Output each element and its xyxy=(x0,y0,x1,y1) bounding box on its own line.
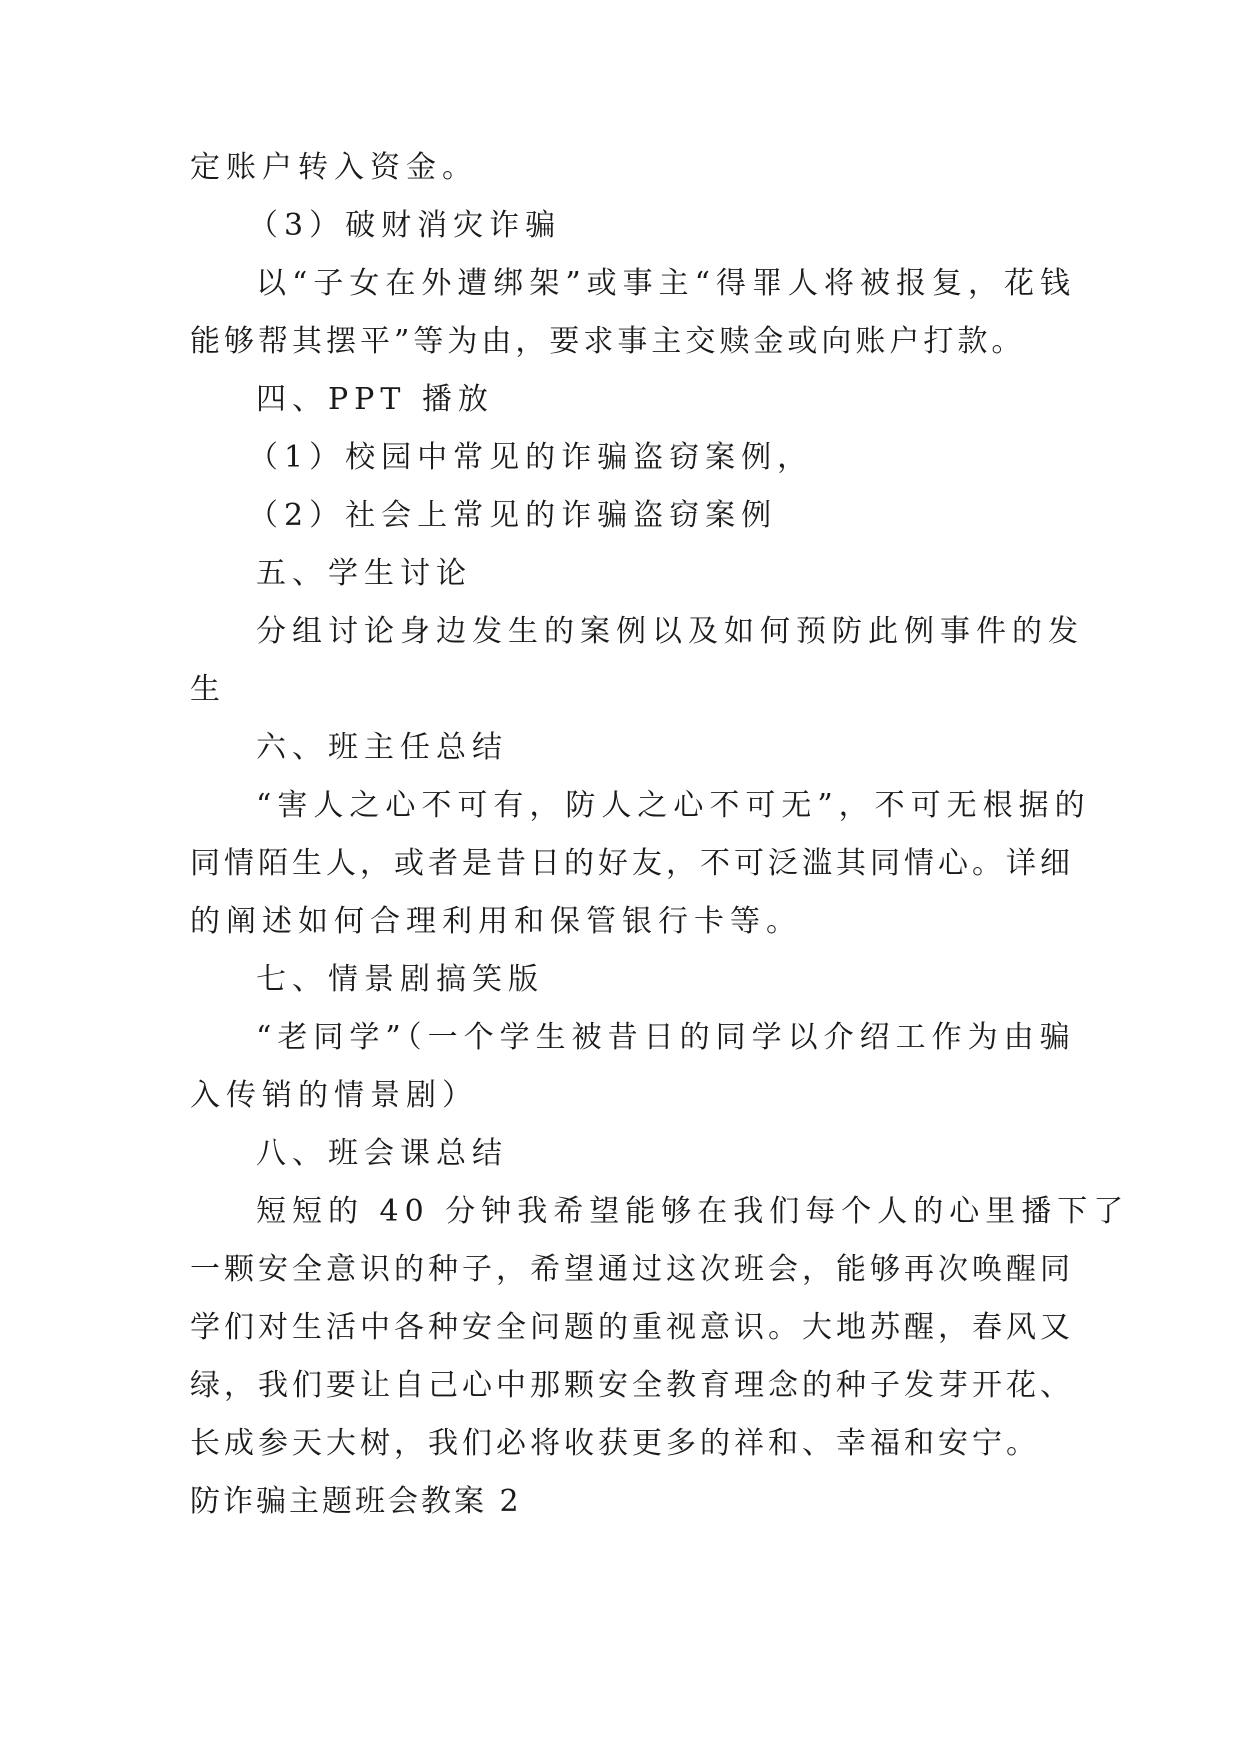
text-line: 短短的 40 分钟我希望能够在我们每个人的心里播下了 xyxy=(256,1194,1130,1229)
text-line: 一颗安全意识的种子，希望通过这次班会，能够再次唤醒同 xyxy=(190,1252,1074,1287)
section-heading: 六、班主任总结 xyxy=(256,730,508,765)
list-item: （1）校园中常见的诈骗盗窃案例， xyxy=(248,440,814,475)
text-line: 绿，我们要让自己心中那颗安全教育理念的种子发芽开花、 xyxy=(190,1368,1074,1403)
text-line: 能够帮其摆平”等为由，要求事主交赎金或向账户打款。 xyxy=(190,324,1026,359)
text-line: 入传销的情景剧） xyxy=(190,1078,478,1113)
text-line: 分组讨论身边发生的案例以及如何预防此例事件的发 xyxy=(256,614,1084,649)
section-heading: 七、情景剧搞笑版 xyxy=(256,962,544,997)
section-subheading: （3）破财消灾诈骗 xyxy=(248,208,562,243)
document-title: 防诈骗主题班会教案 2 xyxy=(190,1484,522,1519)
text-line: 的阐述如何合理利用和保管银行卡等。 xyxy=(190,904,802,939)
section-heading: 八、班会课总结 xyxy=(256,1136,508,1171)
text-line: 长成参天大树，我们必将收获更多的祥和、幸福和安宁。 xyxy=(190,1426,1040,1461)
text-line: 定账户转入资金。 xyxy=(190,150,478,185)
text-line: “害人之心不可有，防人之心不可无”，不可无根据的 xyxy=(256,788,1091,823)
list-item: （2）社会上常见的诈骗盗窃案例 xyxy=(248,498,778,533)
text-line: 生 xyxy=(190,672,226,707)
text-line: “老同学”（一个学生被昔日的同学以介绍工作为由骗 xyxy=(256,1020,1076,1055)
section-heading: 四、PPT 播放 xyxy=(256,382,494,417)
section-heading: 五、学生讨论 xyxy=(256,556,472,591)
text-line: 学们对生活中各种安全问题的重视意识。大地苏醒，春风又 xyxy=(190,1310,1074,1345)
text-line: 以“子女在外遭绑架”或事主“得罪人将被报复，花钱 xyxy=(256,266,1077,301)
text-line: 同情陌生人，或者是昔日的好友，不可泛滥其同情心。详细 xyxy=(190,846,1074,881)
